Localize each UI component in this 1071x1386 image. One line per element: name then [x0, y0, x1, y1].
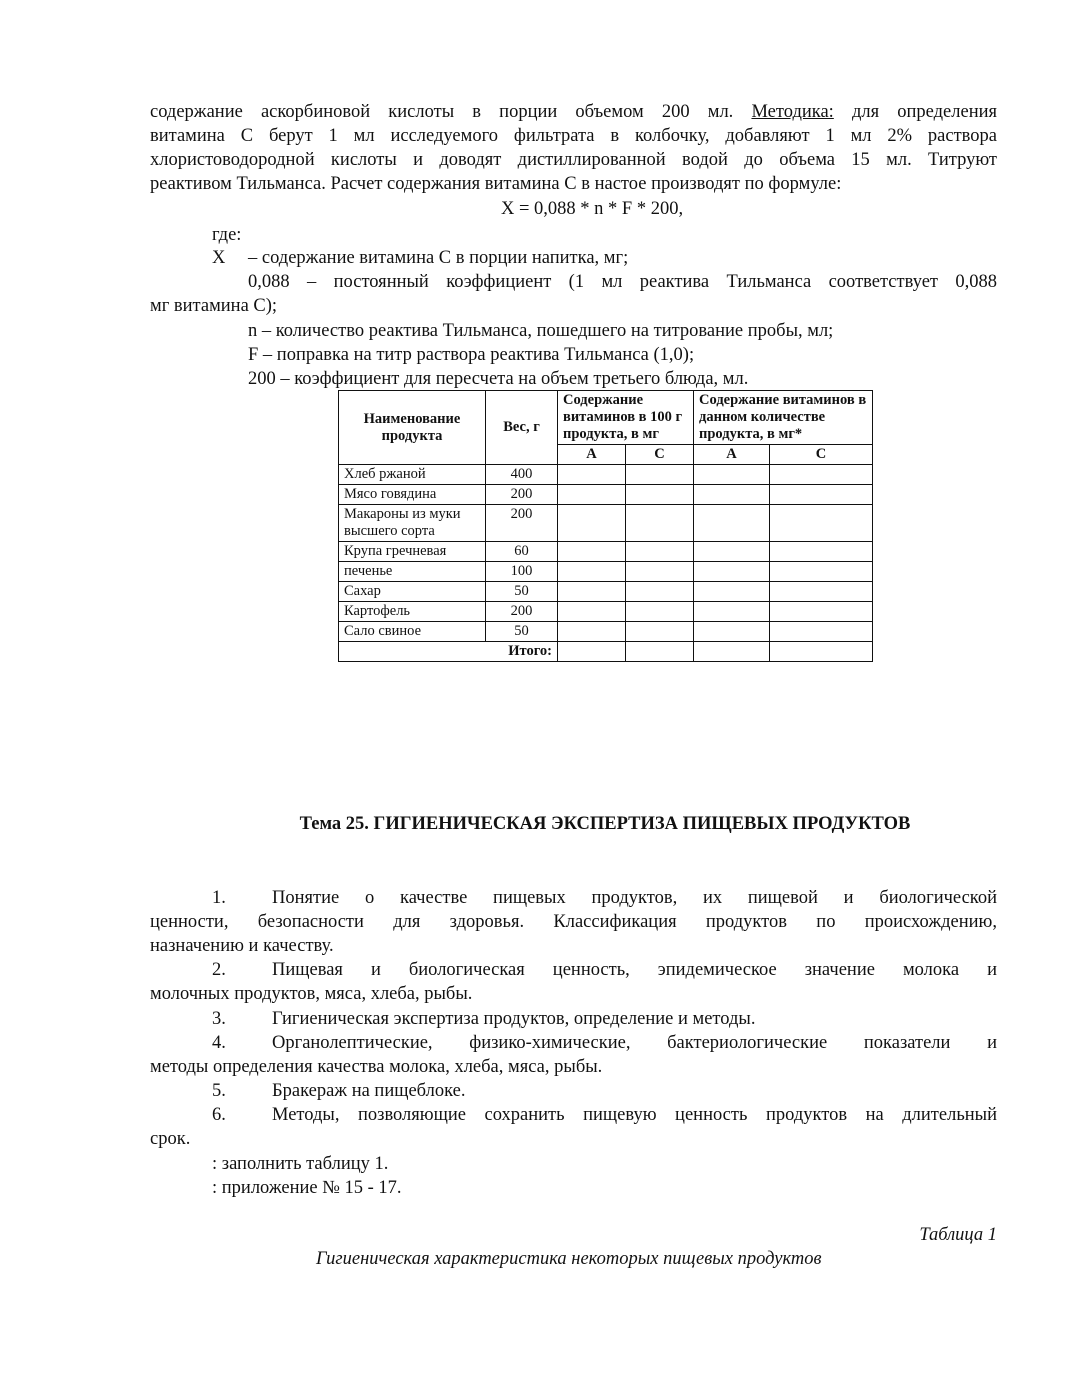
- header-product: Наименование продукта: [339, 391, 486, 465]
- question-5-number: 5.: [212, 1081, 226, 1101]
- cell-empty: [558, 642, 626, 662]
- cell-empty: [558, 622, 626, 642]
- intro-line-3: хлористоводородной кислоты и доводят дистиллированной водой до объема 15 мл. Титруют: [150, 150, 997, 170]
- vitamin-table: [338, 390, 873, 662]
- coef-line-2: мг витамина С);: [150, 296, 278, 316]
- intro-line-4: реактивом Тильманса. Расчет содержания витамина С в настое производят по формуле:: [150, 174, 842, 194]
- cell-empty: [694, 642, 770, 662]
- cell-empty: [770, 602, 873, 622]
- cell-empty: [626, 505, 694, 542]
- cell-empty: [558, 465, 626, 485]
- cell-empty: [694, 505, 770, 542]
- cell-weight: 200: [486, 505, 558, 542]
- cell-empty: [626, 582, 694, 602]
- table-row: [339, 562, 873, 582]
- question-2-line-1: Пищевая и биологическая ценность, эпидемическое значение молока и: [272, 960, 997, 980]
- method-label: Методика:: [751, 102, 834, 122]
- cell-empty: [558, 505, 626, 542]
- cell-empty: [694, 542, 770, 562]
- cell-empty: [558, 542, 626, 562]
- cell-empty: [694, 622, 770, 642]
- coef-line-1: 0,088 – постоянный коэффициент (1 мл реактива Тильманса соответствует 0,088: [248, 272, 997, 292]
- cell-empty: [626, 642, 694, 662]
- cell-weight: 50: [486, 582, 558, 602]
- cell-name: Картофель: [339, 602, 486, 622]
- cell-empty: [770, 622, 873, 642]
- task-2: : приложение № 15 - 17.: [212, 1178, 402, 1198]
- cell-name: Макароны из муки высшего сорта: [339, 505, 486, 542]
- table-total-row: [339, 642, 873, 662]
- question-2-line-2: молочных продуктов, мяса, хлеба, рыбы.: [150, 984, 473, 1004]
- table-row: [339, 542, 873, 562]
- cell-empty: [694, 485, 770, 505]
- cell-empty: [694, 465, 770, 485]
- table-row: [339, 602, 873, 622]
- question-1-line-3: назначению и качеству.: [150, 936, 334, 956]
- cell-empty: [770, 465, 873, 485]
- cell-weight: 60: [486, 542, 558, 562]
- cell-name: Крупа гречневая: [339, 542, 486, 562]
- total-label: Итого:: [339, 642, 558, 662]
- intro-line-2: витамина С берут 1 мл исследуемого фильтрата в колбочку, добавляют 1 мл 2% раствора: [150, 126, 997, 146]
- cell-empty: [770, 542, 873, 562]
- table1-label: Таблица 1: [919, 1225, 997, 1245]
- cell-empty: [626, 622, 694, 642]
- question-6-number: 6.: [212, 1105, 226, 1125]
- cell-empty: [694, 582, 770, 602]
- cell-empty: [770, 505, 873, 542]
- intro-line-1-text: содержание аскорбиновой кислоты в порции объемом 200 мл.: [150, 102, 734, 122]
- formula: X = 0,088 * n * F * 200,: [501, 199, 684, 219]
- cell-name: Мясо говядина: [339, 485, 486, 505]
- header-a-per100: А: [558, 445, 626, 465]
- cell-empty: [558, 602, 626, 622]
- question-1-number: 1.: [212, 888, 226, 908]
- table-row: [339, 485, 873, 505]
- question-6-line-2: срок.: [150, 1129, 191, 1149]
- cell-empty: [626, 465, 694, 485]
- table-row: [339, 622, 873, 642]
- question-1-line-2: ценности, безопасности для здоровья. Классификация продуктов по происхождению,: [150, 912, 997, 932]
- cell-weight: 400: [486, 465, 558, 485]
- header-a-amount: А: [694, 445, 770, 465]
- table-header-row: [339, 391, 873, 445]
- x-symbol: X: [212, 248, 226, 268]
- x-definition: – содержание витамина С в порции напитка, мг;: [248, 248, 629, 268]
- question-4-number: 4.: [212, 1033, 226, 1053]
- cell-weight: 200: [486, 602, 558, 622]
- cell-empty: [770, 582, 873, 602]
- cell-empty: [558, 562, 626, 582]
- cell-empty: [626, 562, 694, 582]
- cell-empty: [626, 602, 694, 622]
- n-definition: n – количество реактива Тильманса, пошедшего на титрование пробы, мл;: [248, 321, 834, 341]
- table-row: [339, 465, 873, 485]
- header-amount: Содержание витаминов в данном количестве продукта, в мг*: [694, 391, 873, 445]
- header-weight: Вес, г: [486, 391, 558, 465]
- cell-weight: 100: [486, 562, 558, 582]
- where-label: где:: [212, 225, 242, 245]
- f-definition: F – поправка на титр раствора реактива Тильманса (1,0);: [248, 345, 695, 365]
- header-c-amount: С: [770, 445, 873, 465]
- table-row: [339, 505, 873, 542]
- cell-weight: 50: [486, 622, 558, 642]
- question-6-line-1: Методы, позволяющие сохранить пищевую ценность продуктов на длительный: [272, 1105, 997, 1125]
- intro-line-1-end: для определения: [833, 102, 998, 122]
- table1-caption: Гигиеническая характеристика некоторых пищевых продуктов: [316, 1249, 822, 1269]
- header-per100: Содержание витаминов в 100 г продукта, в мг: [558, 391, 694, 445]
- cell-name: Сало свиное: [339, 622, 486, 642]
- question-4-line-2: методы определения качества молока, хлеба, мяса, рыбы.: [150, 1057, 603, 1077]
- question-1-line-1: Понятие о качестве пищевых продуктов, их пищевой и биологической: [272, 888, 997, 908]
- cell-name: Сахар: [339, 582, 486, 602]
- cell-name: печенье: [339, 562, 486, 582]
- task-1: : заполнить таблицу 1.: [212, 1154, 389, 1174]
- cell-weight: 200: [486, 485, 558, 505]
- table-row: [339, 582, 873, 602]
- c200-definition: 200 – коэффициент для пересчета на объем третьего блюда, мл.: [248, 369, 749, 389]
- cell-empty: [626, 485, 694, 505]
- cell-empty: [694, 562, 770, 582]
- header-c-per100: С: [626, 445, 694, 465]
- cell-empty: [558, 582, 626, 602]
- intro-line-1: [150, 100, 997, 124]
- question-3-line-1: Гигиеническая экспертиза продуктов, определение и методы.: [272, 1009, 756, 1029]
- cell-empty: [626, 542, 694, 562]
- question-5-line-1: Бракераж на пищеблоке.: [272, 1081, 466, 1101]
- cell-empty: [694, 602, 770, 622]
- topic-title: Тема 25. ГИГИЕНИЧЕСКАЯ ЭКСПЕРТИЗА ПИЩЕВЫХ ПРОДУКТОВ: [299, 814, 911, 834]
- cell-empty: [558, 485, 626, 505]
- cell-name: Хлеб ржаной: [339, 465, 486, 485]
- question-4-line-1: Органолептические, физико-химические, бактериологические показатели и: [272, 1033, 997, 1053]
- question-2-number: 2.: [212, 960, 226, 980]
- cell-empty: [770, 485, 873, 505]
- cell-empty: [770, 642, 873, 662]
- question-3-number: 3.: [212, 1009, 226, 1029]
- cell-empty: [770, 562, 873, 582]
